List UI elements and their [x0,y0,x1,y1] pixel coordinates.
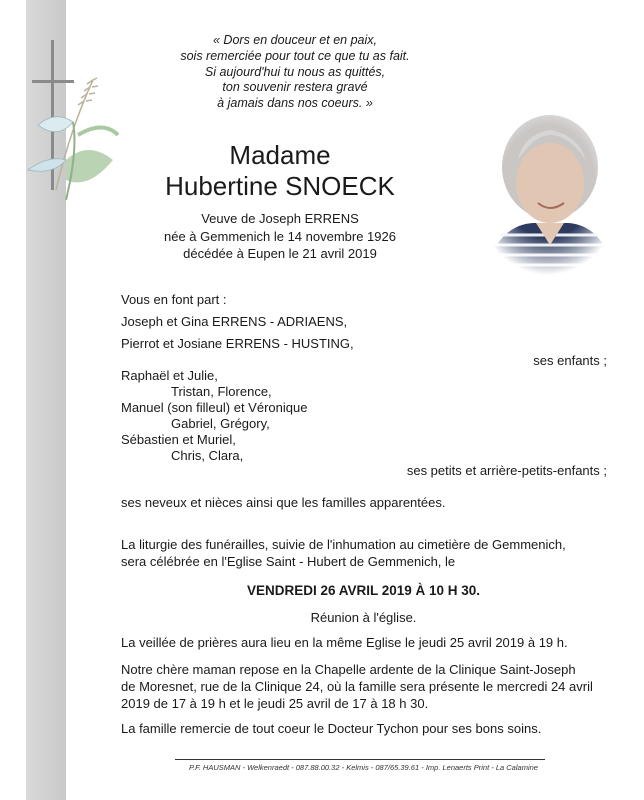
thanks-line: La famille remercie de tout coeur le Docteur Tychon pour ses bons soins. [121,721,542,736]
honorific: Madame [229,140,331,170]
deceased-name: Hubertine SNOECK [165,171,395,201]
funeral-line: sera célébrée en l'Eglise Saint - Hubert de Gemmenich, le [121,554,456,569]
deceased-title [130,140,430,202]
vigil-line: La veillée de prières aura lieu en la même Eglise le jeudi 25 avril 2019 à 19 h. [121,635,568,650]
portrait-photo [478,105,618,275]
footer-divider [175,759,545,760]
poem-line: Si aujourd'hui tu nous as quittés, [204,64,386,79]
intro-text: Vous en font part : [121,292,227,307]
rest-line: 2019 de 17 à 19 h et le jeudi 25 avril de 17 à 18 h 30. [121,696,429,711]
rest-line: de Moresnet, rue de la Clinique 24, où la famille sera présente le mercredi 24 avril [121,679,593,694]
poem-line: « Dors en douceur et en paix, [213,33,377,47]
funeral-line: La liturgie des funérailles, suivie de l'inhumation au cimetière de Gemmenich, [121,537,566,552]
poem-line: ton souvenir restera gravé [222,80,368,95]
grandchild-line: Raphaël et Julie, [121,368,218,383]
rest-line: Notre chère maman repose en la Chapelle ardente de la Clinique Saint-Joseph [121,662,576,677]
lily-flower-icon [28,117,118,200]
poem-line: à jamais dans nos coeurs. » [217,96,373,111]
cross-lily-decoration [18,40,128,230]
funeral-date: VENDREDI 26 AVRIL 2019 À 10 H 30. [246,583,481,598]
grandchild-line: Chris, Clara, [171,448,244,463]
grandchildren-label: ses petits et arrière-petits-enfants ; [406,463,607,478]
grandchild-line: Sébastien et Muriel, [121,432,236,447]
meeting-line: Réunion à l'église. [310,610,417,625]
death-line: décédée à Eupen le 21 avril 2019 [183,246,377,261]
poem-line: sois remerciée pour tout ce que tu as fait. [180,48,410,63]
widow-of: Veuve de Joseph ERRENS [201,211,359,226]
birth-line: née à Gemmenich le 14 novembre 1926 [164,228,396,244]
deceased-details [130,210,430,263]
children-label: ses enfants ; [533,353,607,368]
grandchild-line: Gabriel, Grégory, [171,416,270,431]
child-line: Joseph et Gina ERRENS - ADRIAENS, [121,314,348,329]
poem [150,33,440,112]
footer-credits: P.F. HAUSMAN - Welkenraedt - 087.88.00.32 - Kelmis - 087/65.39.61 - Imp. Lenaerts Print - La Calamine [189,763,538,772]
grandchild-line: Tristan, Florence, [171,384,272,399]
child-line: Pierrot et Josiane ERRENS - HUSTING, [121,336,354,351]
family-line: ses neveux et nièces ainsi que les familles apparentées. [121,495,446,510]
grandchild-line: Manuel (son filleul) et Véronique [121,400,308,415]
